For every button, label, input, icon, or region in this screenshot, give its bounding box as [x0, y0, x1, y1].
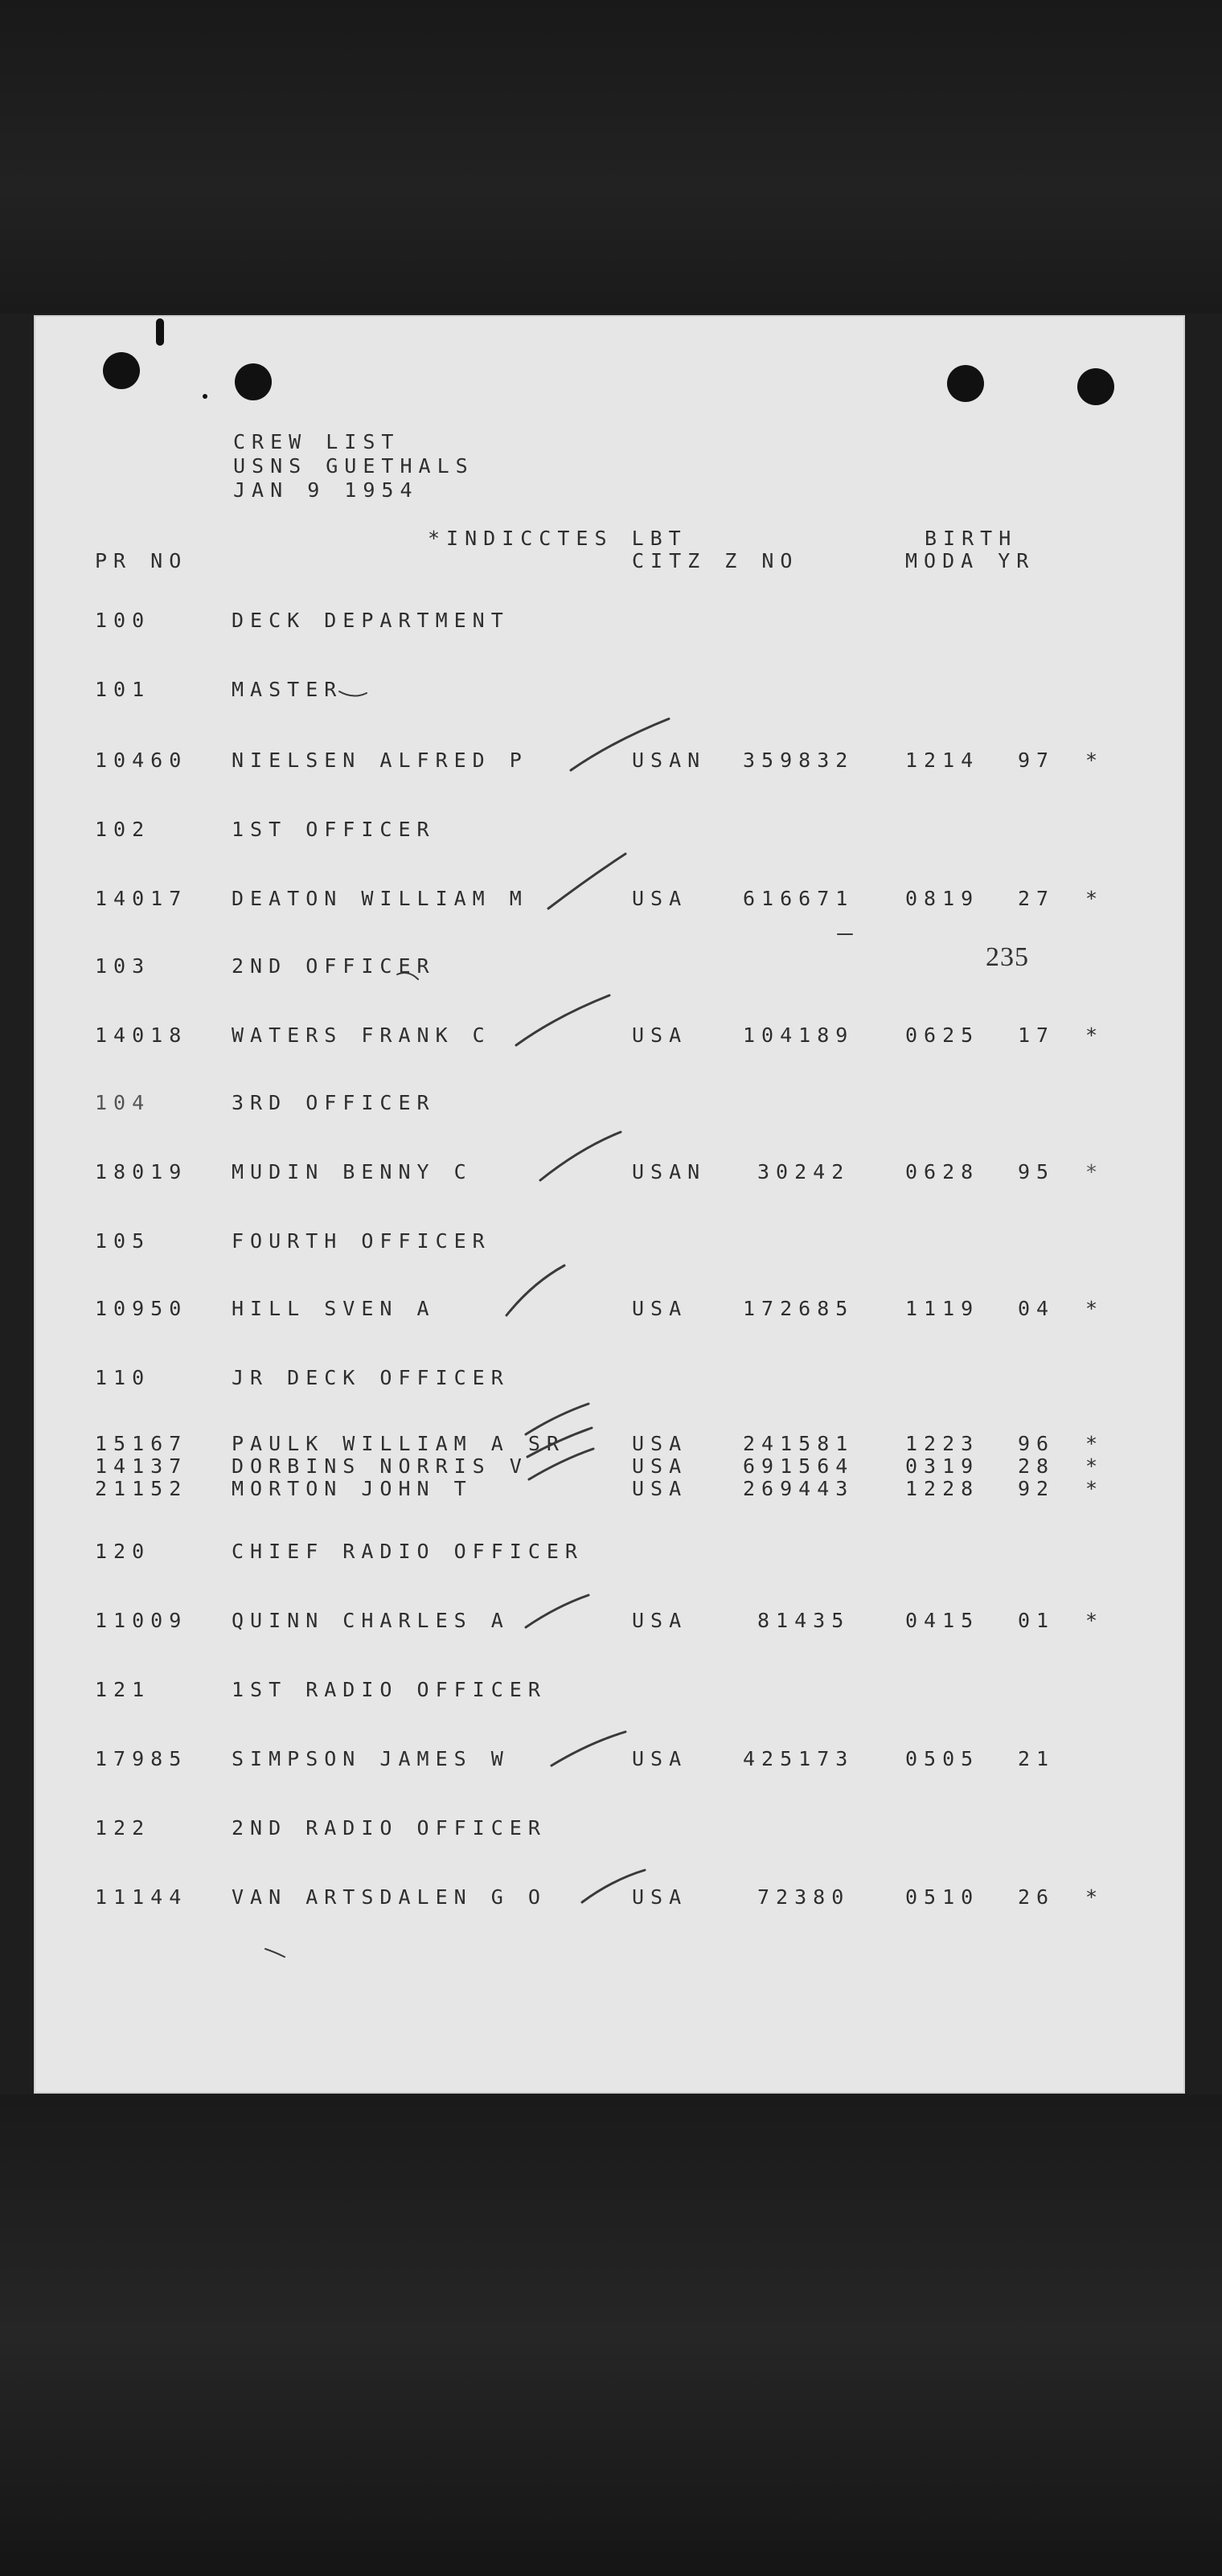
punch-hole-3	[947, 365, 984, 402]
crew-pr-no: 15167	[95, 1432, 188, 1455]
crew-moda: 0505	[905, 1747, 980, 1770]
checkmark	[516, 995, 609, 1045]
crew-moda: 0628	[905, 1160, 980, 1183]
section-title: 3RD OFFICER	[232, 1091, 436, 1114]
crew-moda: 0625	[905, 1023, 980, 1047]
crew-name: DEATON WILLIAM M	[232, 887, 528, 910]
section-code: 120	[95, 1540, 151, 1563]
ink-dot	[203, 394, 207, 399]
crew-citz: USA	[632, 1297, 688, 1320]
crew-yr: 95	[1018, 1160, 1056, 1183]
punch-hole-2	[235, 363, 272, 400]
section-code: 101	[95, 678, 151, 701]
crew-z-no: 72380	[757, 1885, 851, 1909]
section-title: MASTER	[232, 678, 343, 701]
section-title: DECK DEPARTMENT	[232, 609, 510, 632]
section-code: 102	[95, 818, 151, 841]
lbt-mark: *	[1085, 1023, 1105, 1047]
crew-name: WATERS FRANK C	[232, 1023, 491, 1047]
crew-yr: 01	[1018, 1609, 1056, 1632]
lbt-mark: *	[1085, 749, 1105, 772]
crew-yr: 04	[1018, 1297, 1056, 1320]
checkmark	[526, 1404, 588, 1434]
crew-pr-no: 18019	[95, 1160, 188, 1183]
crew-name: VAN ARTSDALEN G O	[232, 1885, 547, 1909]
crew-moda: 0510	[905, 1885, 980, 1909]
section-code: 121	[95, 1678, 151, 1701]
crew-z-no: 104189	[743, 1023, 855, 1047]
crew-name: QUINN CHARLES A	[232, 1609, 510, 1632]
crew-z-no: 269443	[743, 1477, 855, 1500]
pencil-checkmarks	[34, 315, 1185, 2094]
section-title: 1ST OFFICER	[232, 818, 436, 841]
section-code: 110	[95, 1366, 151, 1389]
checkmark	[552, 1732, 625, 1766]
crew-pr-no: 10950	[95, 1297, 188, 1320]
section-code: 104	[95, 1091, 151, 1114]
header-note: *INDICCTES LBT	[428, 527, 687, 550]
crew-z-no: 359832	[743, 749, 855, 772]
crew-citz: USAN	[632, 1160, 707, 1183]
crew-yr: 96	[1018, 1432, 1056, 1455]
crew-citz: USA	[632, 1609, 688, 1632]
section-title: 1ST RADIO OFFICER	[232, 1678, 547, 1701]
ink-speck	[156, 318, 164, 346]
crew-yr: 17	[1018, 1023, 1056, 1047]
crew-z-no: 616671	[743, 887, 855, 910]
crew-pr-no: 11009	[95, 1609, 188, 1632]
crew-pr-no: 10460	[95, 749, 188, 772]
pencil-tick	[339, 691, 367, 696]
crew-citz: USA	[632, 1454, 688, 1478]
crew-citz: USA	[632, 1023, 688, 1047]
crew-z-no: 172685	[743, 1297, 855, 1320]
crew-citz: USA	[632, 1885, 688, 1909]
film-top-border	[0, 0, 1222, 314]
punch-hole-4	[1077, 368, 1114, 405]
crew-moda: 0415	[905, 1609, 980, 1632]
crew-z-no: 425173	[743, 1747, 855, 1770]
crew-list-page	[34, 315, 1185, 2094]
crew-yr: 92	[1018, 1477, 1056, 1500]
film-bottom-border	[0, 2094, 1222, 2576]
page-number-text: 235	[986, 942, 1029, 972]
section-code: 100	[95, 609, 151, 632]
crew-yr: 21	[1018, 1747, 1056, 1770]
crew-citz: USA	[632, 887, 688, 910]
crew-citz: USA	[632, 1747, 688, 1770]
crew-z-no: 241581	[743, 1432, 855, 1455]
section-title: 2ND RADIO OFFICER	[232, 1816, 547, 1840]
lbt-mark: *	[1085, 1160, 1105, 1183]
page-number-stamp	[986, 942, 1029, 973]
section-title: JR DECK OFFICER	[232, 1366, 510, 1389]
crew-pr-no: 21152	[95, 1477, 188, 1500]
crew-name: MUDIN BENNY C	[232, 1160, 473, 1183]
crew-citz: USA	[632, 1477, 688, 1500]
header-ship: USNS GUETHALS	[233, 454, 474, 478]
lbt-mark: *	[1085, 887, 1105, 910]
lbt-mark: *	[1085, 1432, 1105, 1455]
section-code: 103	[95, 954, 151, 978]
crew-pr-no: 14137	[95, 1454, 188, 1478]
crew-pr-no: 14017	[95, 887, 188, 910]
crew-moda: 1223	[905, 1432, 980, 1455]
crew-moda: 0819	[905, 887, 980, 910]
crew-pr-no: 11144	[95, 1885, 188, 1909]
lbt-mark: *	[1085, 1297, 1105, 1320]
section-title: CHIEF RADIO OFFICER	[232, 1540, 584, 1563]
punch-hole-1	[103, 352, 140, 389]
col-pr-no: PR NO	[95, 549, 188, 572]
crew-name: MORTON JOHN T	[232, 1477, 473, 1500]
checkmark	[506, 1265, 564, 1315]
crew-yr: 26	[1018, 1885, 1056, 1909]
crew-pr-no: 17985	[95, 1747, 188, 1770]
crew-name: NIELSEN ALFRED P	[232, 749, 528, 772]
crew-moda: 1119	[905, 1297, 980, 1320]
section-title: 2ND OFFICER	[232, 954, 436, 978]
section-title: FOURTH OFFICER	[232, 1229, 491, 1253]
crew-z-no: 30242	[757, 1160, 851, 1183]
crew-name: PAULK WILLIAM A SR	[232, 1432, 565, 1455]
lbt-mark: *	[1085, 1454, 1105, 1478]
crew-moda: 1228	[905, 1477, 980, 1500]
crew-z-no: 81435	[757, 1609, 851, 1632]
crew-pr-no: 14018	[95, 1023, 188, 1047]
lbt-mark: *	[1085, 1609, 1105, 1632]
pencil-tick	[265, 1949, 285, 1957]
header-date: JAN 9 1954	[233, 478, 419, 502]
checkmark	[548, 854, 625, 909]
crew-name: SIMPSON JAMES W	[232, 1747, 510, 1770]
crew-yr: 28	[1018, 1454, 1056, 1478]
col-moda-yr: MODA YR	[905, 549, 1035, 572]
crew-moda: 0319	[905, 1454, 980, 1478]
birth-label: BIRTH	[925, 527, 1018, 550]
section-code: 105	[95, 1229, 151, 1253]
checkmark	[526, 1595, 588, 1627]
lbt-mark: *	[1085, 1885, 1105, 1909]
crew-yr: 97	[1018, 749, 1056, 772]
checkmark	[540, 1132, 621, 1180]
crew-yr: 27	[1018, 887, 1056, 910]
crew-citz: USAN	[632, 749, 707, 772]
section-code: 122	[95, 1816, 151, 1840]
crew-moda: 1214	[905, 749, 980, 772]
header-title: CREW LIST	[233, 430, 400, 453]
crew-name: DORBINS NORRIS V	[232, 1454, 528, 1478]
crew-citz: USA	[632, 1432, 688, 1455]
lbt-mark: *	[1085, 1477, 1105, 1500]
col-citz: CITZ Z NO	[632, 549, 799, 572]
crew-z-no: 691564	[743, 1454, 855, 1478]
crew-name: HILL SVEN A	[232, 1297, 436, 1320]
